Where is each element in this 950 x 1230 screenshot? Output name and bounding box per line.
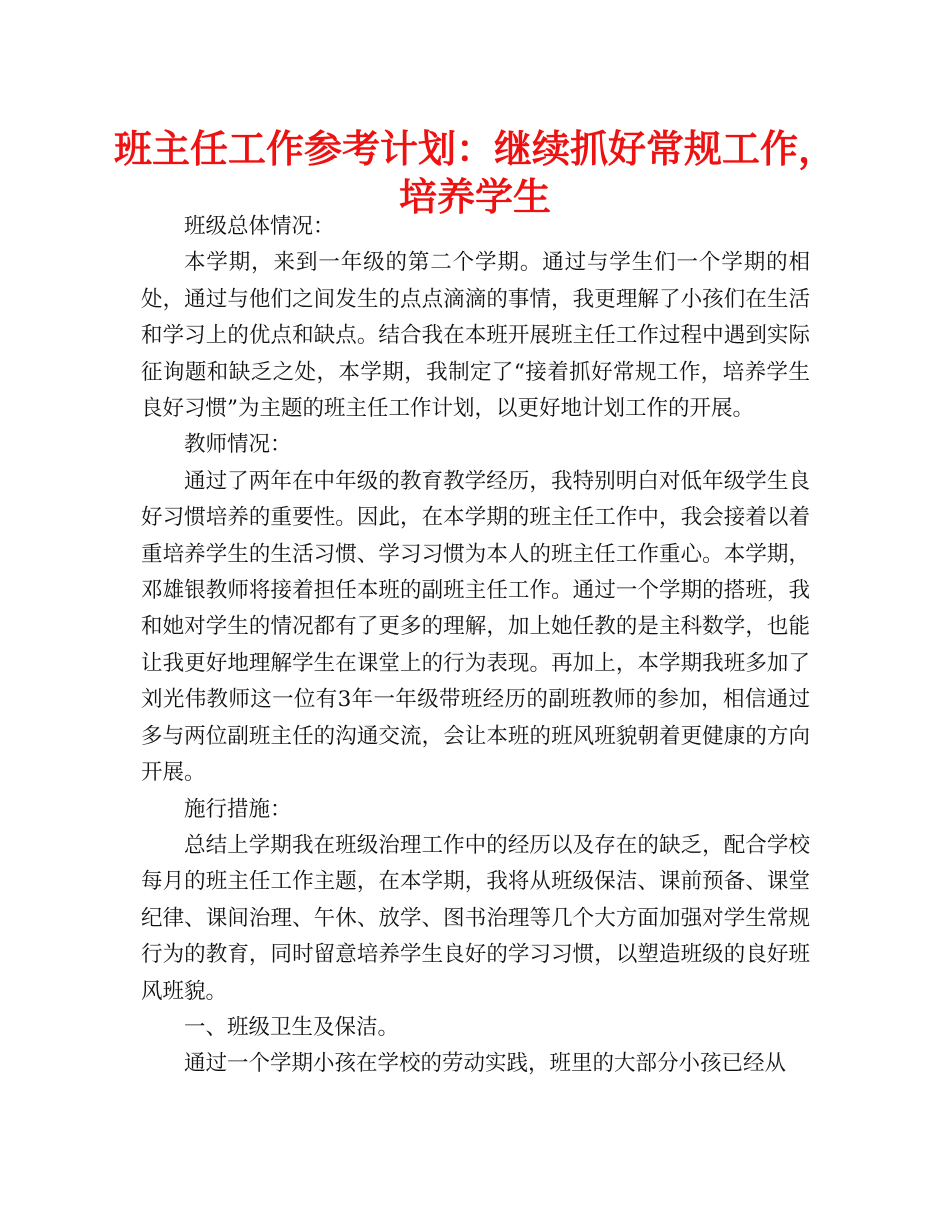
section-heading-teachers: 教师情况： bbox=[184, 432, 292, 458]
document-title-line-2: 培养学生 bbox=[398, 175, 551, 219]
paragraph: 本学期，来到一年级的第二个学期。通过与学生们一个学期的相处，通过与他们之间发生的点点滴滴的事情，我更理解了小孩们在生活和学习上的优点和缺点。结合我在本班开展班主任工作过程中遇到实际征询题和缺乏之处，本学期，我制定了“接着抓好常规工作，培养学生良好习惯”为主题的班主任工作计划，以更好地计划工作的开展。 bbox=[141, 250, 810, 422]
paragraph: 通过一个学期小孩在学校的劳动实践，班里的大部分小孩已经从 bbox=[184, 1051, 787, 1077]
paragraph: 总结上学期我在班级治理工作中的经历以及存在的缺乏，配合学校每月的班主任工作主题，在本学期，我将从班级保洁、课前预备、课堂纪律、课间治理、午休、放学、图书治理等几个大方面加强对学生常规行为的教育，同时留意培养学生良好的学习习惯，以塑造班级的良好班风班貌。 bbox=[141, 832, 810, 1004]
section-heading-hygiene: 一、班级卫生及保洁。 bbox=[184, 1014, 400, 1040]
document-title-line-1: 班主任工作参考计划：继续抓好常规工作， bbox=[113, 127, 836, 171]
section-heading-measures: 施行措施： bbox=[184, 796, 292, 822]
section-heading-class-overview: 班级总体情况： bbox=[184, 214, 335, 239]
document-body bbox=[141, 209, 810, 1083]
paragraph: 通过了两年在中年级的教育教学经历，我特别明白对低年级学生良好习惯培养的重要性。因此，在本学期的班主任工作中，我会接着以着重培养学生的生活习惯、学习习惯为本人的班主任工作重心。本学期，邓雄银教师将接着担任本班的副班主任工作。通过一个学期的搭班，我和她对学生的情况都有了更多的理解，加上她任教的是主科数学，也能让我更好地理解学生在课堂上的行为表现。再加上，本学期我班多加了刘光伟教师这一位有3年一年级带班经历的副班教师的参加，相信通过多与两位副班主任的沟通交流，会让本班的班风班貌朝着更健康的方向开展。 bbox=[141, 468, 810, 786]
